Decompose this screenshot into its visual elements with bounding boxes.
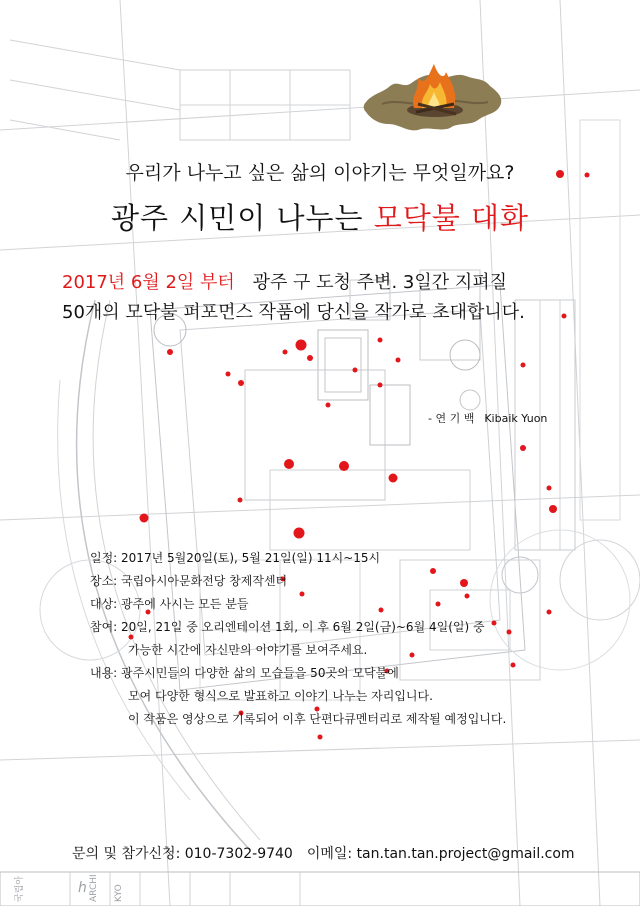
contact-line [72,843,575,863]
author-credit [428,410,547,426]
contact-phone: 문의 및 참가신청: 010-7302-9740 [72,846,293,862]
detail-content-2: 모여 다양한 형식으로 발표하고 이야기 나누는 자리입니다. [128,689,433,703]
page-title [0,196,640,237]
svg-text:ARCHI: ARCHI [89,874,99,902]
detail-participation-2: 가능한 시간에 자신만의 이야기를 보여주세요. [128,643,368,657]
svg-text:KYO: KYO [114,884,124,902]
detail-place: 장소: 국립아시아문화전당 창제작센터 [90,574,288,588]
author-english: Kibaik Yuon [484,412,548,425]
bonfire-illustration [358,58,508,133]
detail-participation-1: 참여: 20일, 21일 중 오리엔테이션 1회, 이 후 6월 2일(금)~6월 4일(일) 중 [90,620,485,634]
event-details [90,547,506,731]
intro-line-1 [62,268,507,294]
author-korean: - 연 기 백 [428,412,475,425]
detail-content-3: 이 작품은 영상으로 기록되어 이후 단편다큐멘터리로 제작될 예정입니다. [128,712,507,726]
contact-email: 이메일: tan.tan.tan.project@gmail.com [306,846,575,862]
intro-date: 2017년 6월 2일 부터 [62,272,235,293]
intro-line-2: 50개의 모닥불 퍼포먼스 작품에 당신을 작가로 초대합니다. [62,302,525,323]
svg-text:국립아: 국립아 [15,875,25,902]
title-part-2-accent: 모닥불 대화 [373,201,530,235]
intro-line-1-rest: 광주 구 도청 주변. 3일간 지펴질 [252,272,507,293]
svg-text:h: h [78,880,87,896]
detail-content-1: 내용: 광주시민들의 다양한 삶의 모습들을 50곳의 모닥불에 [90,666,399,680]
detail-schedule: 일정: 2017년 5월20일(토), 5월 21일(일) 11시~15시 [90,551,381,565]
title-part-1: 광주 시민이 나누는 [110,201,374,235]
detail-target: 대상: 광주에 사시는 모든 분들 [90,597,249,611]
subtitle: 우리가 나누고 싶은 삶의 이야기는 무엇일까요? [125,162,515,184]
